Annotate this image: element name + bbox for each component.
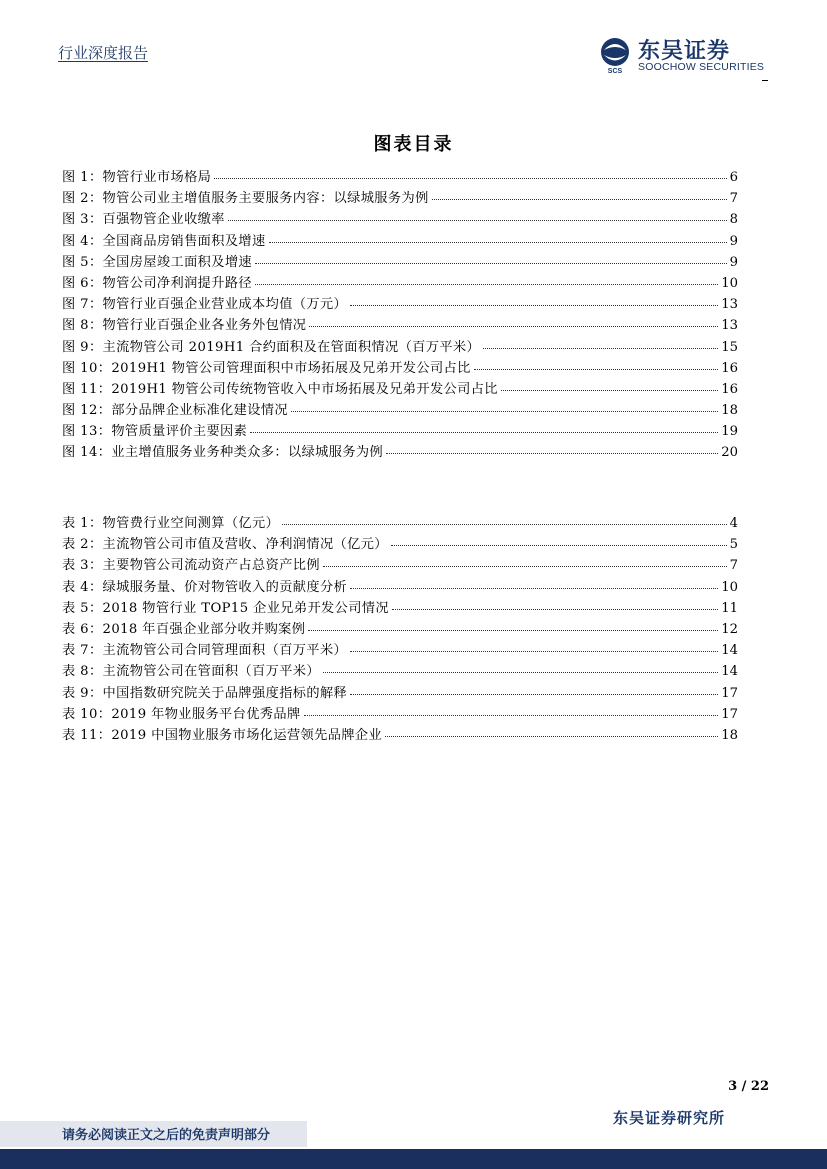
toc-entry-page: 5 — [729, 537, 738, 553]
toc-entry[interactable] — [62, 357, 738, 378]
toc-entry-label: 图 10：2019H1 物管公司管理面积中市场拓展及兄弟开发公司占比 — [62, 360, 471, 376]
toc-entry[interactable] — [62, 399, 738, 420]
toc-entry[interactable] — [62, 724, 738, 745]
header-tick — [762, 80, 768, 81]
toc-entry[interactable] — [62, 554, 738, 575]
logo-cn-name: 东吴证券 — [638, 39, 731, 64]
toc-entry-page: 17 — [721, 706, 738, 722]
toc-entry-page: 10 — [721, 579, 738, 595]
toc-entry-label: 表 8：主流物管公司在管面积（百万平米） — [62, 664, 320, 680]
toc-entry-page: 14 — [721, 664, 738, 680]
toc-entry[interactable] — [62, 314, 738, 335]
toc-leader — [323, 556, 727, 567]
toc-leader — [350, 684, 718, 695]
toc-leader — [323, 662, 718, 673]
logo-mark: SCS — [607, 68, 623, 74]
toc-entry[interactable] — [62, 378, 738, 399]
toc-leader — [474, 359, 719, 370]
toc-entry-label: 表 7：主流物管公司合同管理面积（百万平米） — [62, 643, 348, 659]
toc-entry[interactable] — [62, 166, 738, 187]
toc-leader — [282, 514, 726, 525]
toc-entry-page: 19 — [721, 424, 738, 440]
toc-entry-page: 16 — [721, 381, 738, 397]
toc-leader — [214, 168, 726, 179]
toc-leader — [386, 443, 718, 454]
toc-entry-label: 图 2：物管公司业主增值服务主要服务内容：以绿城服务为例 — [62, 191, 429, 207]
toc-entry-page: 20 — [721, 445, 738, 461]
toc-leader — [255, 274, 718, 285]
toc-entry[interactable] — [62, 703, 738, 724]
toc-entry-label: 表 11：2019 中国物业服务市场化运营领先品牌企业 — [62, 727, 383, 743]
footer-stripe — [0, 1149, 827, 1169]
toc-entry[interactable] — [62, 512, 738, 533]
toc-entry[interactable] — [62, 618, 738, 639]
toc-entry-page: 11 — [721, 600, 738, 616]
toc-entry-label: 表 4：绿城服务量、价对物管收入的贡献度分析 — [62, 579, 348, 595]
toc-leader — [269, 232, 727, 243]
disclaimer-link[interactable]: 请务必阅读正文之后的免责声明部分 — [62, 1128, 271, 1143]
toc-entry[interactable] — [62, 639, 738, 660]
toc-entry-label: 图 14：业主增值服务业务种类众多：以绿城服务为例 — [62, 445, 384, 461]
toc-entry-label: 图 13：物管质量评价主要因素 — [62, 424, 248, 440]
toc-entry-page: 17 — [721, 685, 738, 701]
toc-leader — [291, 401, 718, 412]
toc-entry[interactable] — [62, 187, 738, 208]
toc-entry-label: 表 3：主要物管公司流动资产占总资产比例 — [62, 558, 320, 574]
toc-entry-page: 9 — [729, 254, 738, 270]
toc-entry[interactable] — [62, 441, 738, 462]
section-label: 行业深度报告 — [58, 44, 149, 62]
toc-entry-label: 图 12：部分品牌企业标准化建设情况 — [62, 403, 288, 419]
toc-entry-label: 图 5：全国房屋竣工面积及增速 — [62, 254, 253, 270]
toc-entry-label: 图 3：百强物管企业收缴率 — [62, 212, 225, 228]
toc-entry-label: 图 8：物管行业百强企业各业务外包情况 — [62, 318, 307, 334]
toc-entry[interactable] — [62, 576, 738, 597]
toc-entry[interactable] — [62, 272, 738, 293]
toc-entry-page: 10 — [721, 275, 738, 291]
toc-entry-label: 表 6：2018 年百强企业部分收并购案例 — [62, 621, 306, 637]
soochow-logo-icon — [596, 36, 634, 74]
toc-leader — [350, 641, 718, 652]
company-logo — [596, 36, 766, 78]
toc-entry-page: 9 — [729, 233, 738, 249]
logo-en-name: SOOCHOW SECURITIES — [638, 61, 765, 73]
toc-entry[interactable] — [62, 682, 738, 703]
toc-entry[interactable] — [62, 533, 738, 554]
toc-entry-page: 14 — [721, 643, 738, 659]
toc-entry-page: 18 — [721, 403, 738, 419]
toc-title: 图表目录 — [373, 134, 454, 155]
toc-entry-label: 表 5：2018 物管行业 TOP15 企业兄弟开发公司情况 — [62, 600, 389, 616]
toc-entry-page: 8 — [729, 212, 738, 228]
page-number: 3 / 22 — [728, 1079, 769, 1094]
toc-leader — [483, 338, 718, 349]
toc-entry-label: 表 1：物管费行业空间测算（亿元） — [62, 516, 280, 531]
toc-leader — [350, 295, 718, 306]
toc-entry[interactable] — [62, 230, 738, 251]
toc-leader — [255, 253, 727, 264]
toc-entry-label: 图 9：主流物管公司 2019H1 合约面积及在管面积情况（百万平米） — [62, 339, 481, 355]
toc-entry-label: 表 10：2019 年物业服务平台优秀品牌 — [62, 706, 301, 722]
toc-entry[interactable] — [62, 660, 738, 681]
institute-name: 东吴证券研究所 — [612, 1109, 725, 1127]
toc-leader — [392, 599, 718, 610]
toc-entry-page: 18 — [721, 727, 738, 743]
toc-leader — [304, 705, 719, 716]
toc-entry-page: 12 — [721, 621, 738, 637]
toc-entry[interactable] — [62, 251, 738, 272]
figure-list — [62, 166, 738, 463]
toc-leader — [350, 578, 718, 589]
toc-leader — [391, 535, 727, 546]
toc-entry[interactable] — [62, 420, 738, 441]
toc-entry[interactable] — [62, 336, 738, 357]
toc-entry-page: 15 — [721, 339, 738, 355]
toc-entry-page: 7 — [729, 558, 738, 574]
toc-entry[interactable] — [62, 597, 738, 618]
toc-entry-label: 表 2：主流物管公司市值及营收、净利润情况（亿元） — [62, 537, 388, 553]
table-list — [62, 512, 738, 745]
toc-entry-page: 16 — [721, 360, 738, 376]
toc-leader — [432, 189, 727, 200]
toc-entry-page: 13 — [721, 318, 738, 334]
toc-leader — [501, 380, 718, 391]
toc-leader — [385, 726, 718, 737]
toc-entry-page: 6 — [729, 170, 738, 185]
toc-leader — [228, 210, 727, 221]
toc-entry[interactable] — [62, 293, 738, 314]
toc-entry-label: 表 9：中国指数研究院关于品牌强度指标的解释 — [62, 685, 348, 701]
toc-leader — [250, 422, 718, 433]
toc-entry-page: 13 — [721, 297, 738, 313]
toc-leader — [309, 316, 718, 327]
toc-leader — [308, 620, 718, 631]
toc-entry-label: 图 1：物管行业市场格局 — [62, 170, 212, 185]
toc-entry-page: 7 — [729, 191, 738, 207]
toc-entry-label: 图 6：物管公司净利润提升路径 — [62, 275, 253, 291]
toc-entry-label: 图 4：全国商品房销售面积及增速 — [62, 233, 266, 249]
toc-entry-label: 图 7：物管行业百强企业营业成本均值（万元） — [62, 297, 348, 313]
toc-entry-label: 图 11：2019H1 物管公司传统物管收入中市场拓展及兄弟开发公司占比 — [62, 381, 498, 397]
toc-entry[interactable] — [62, 208, 738, 229]
toc-entry-page: 4 — [729, 516, 738, 531]
